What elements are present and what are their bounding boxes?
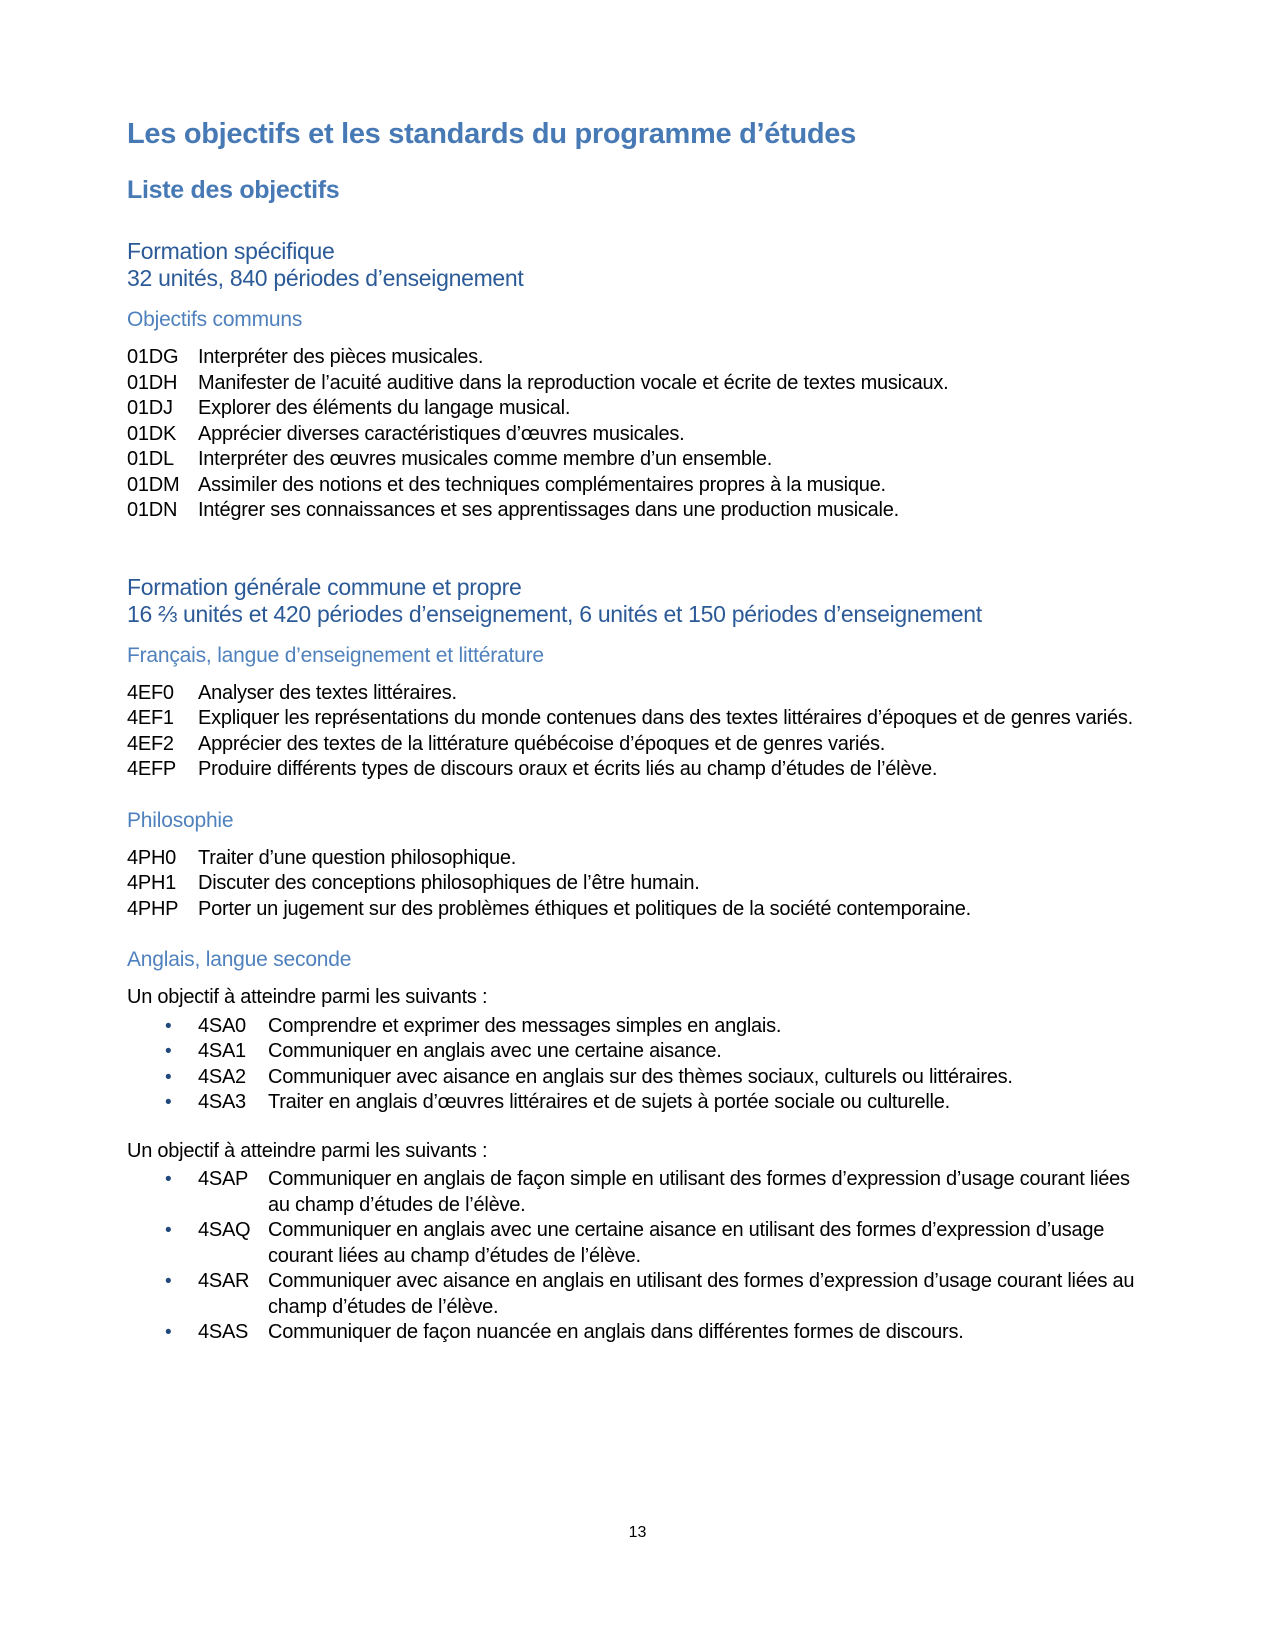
objective-text: Comprendre et exprimer des messages simples en anglais. — [268, 1014, 782, 1037]
objective-row — [127, 681, 1149, 707]
objective-code: 4SAR — [198, 1270, 250, 1292]
objective-text: Communiquer avec aisance en anglais en utilisant des formes d’expression d’usage courant liées au champ d’études de l’élève. — [268, 1270, 1135, 1318]
section-subheading: 32 unités, 840 périodes d’enseignement — [127, 265, 524, 291]
objective-text: Traiter en anglais d’œuvres littéraires et de sujets à portée sociale ou culturelle. — [268, 1091, 950, 1113]
objective-code: 4SA2 — [198, 1065, 246, 1088]
objective-code: 4EF0 — [127, 681, 174, 704]
objective-text: Manifester de l’acuité auditive dans la reproduction vocale et écrite de textes musicaux. — [198, 371, 949, 394]
objective-text: Communiquer en anglais de façon simple en utilisant des formes d’expression d’usage courant liées au champ d’études de l’élève. — [268, 1168, 1130, 1216]
objective-code: 4SA1 — [198, 1040, 246, 1062]
objective-row — [127, 706, 1149, 732]
bulleted-objective-row — [165, 1065, 1149, 1091]
choice-list-2 — [127, 1139, 1149, 1346]
objective-code: 01DN — [127, 499, 178, 521]
bullet-icon: • — [165, 1066, 172, 1088]
objective-code: 01DH — [127, 371, 178, 394]
objective-code: 4SAS — [198, 1321, 249, 1343]
objective-row — [127, 846, 1149, 872]
group-francais — [127, 644, 1149, 783]
objective-row — [127, 371, 1149, 397]
choice-list-1 — [127, 985, 1149, 1116]
group-label: Anglais, langue seconde — [127, 948, 352, 971]
objective-list — [127, 345, 1149, 524]
objective-code: 4EF1 — [127, 707, 174, 729]
objective-row — [127, 897, 1149, 923]
objective-code: 01DL — [127, 448, 174, 470]
objective-row — [127, 757, 1149, 783]
section-subheading: 16 ⅔ unités et 420 périodes d’enseignement, 6 unités et 150 périodes d’enseignement — [127, 600, 982, 627]
bullet-icon: • — [165, 1220, 172, 1241]
objective-text: Interpréter des pièces musicales. — [198, 346, 484, 368]
objective-text: Porter un jugement sur des problèmes éthiques et politiques de la société contemporaine. — [198, 897, 971, 920]
page-content — [127, 118, 1149, 1346]
objective-row — [127, 345, 1149, 371]
objective-code: 4SA3 — [198, 1091, 246, 1113]
objective-text: Produire différents types de discours oraux et écrits liés au champ d’études de l’élève. — [198, 758, 938, 780]
objective-text: Communiquer de façon nuancée en anglais dans différentes formes de discours. — [268, 1321, 964, 1343]
section-heading: Formation spécifique — [127, 238, 335, 264]
objective-code: 01DK — [127, 422, 177, 445]
group-anglais — [127, 948, 1149, 1346]
objective-text: Assimiler des notions et des techniques complémentaires propres à la musique. — [198, 473, 886, 496]
objective-code: 4SAQ — [198, 1219, 251, 1241]
bullet-icon: • — [165, 1322, 172, 1343]
group-label: Objectifs communs — [127, 308, 303, 331]
bullet-icon: • — [165, 1041, 172, 1062]
objective-code: 4PHP — [127, 897, 179, 920]
objective-text: Explorer des éléments du langage musical. — [198, 397, 571, 419]
bulleted-objective-row — [165, 1218, 1149, 1269]
objective-code: 4EFP — [127, 758, 177, 780]
objective-text: Discuter des conceptions philosophiques de l’être humain. — [198, 872, 700, 894]
objective-code: 4SAP — [198, 1168, 249, 1190]
objective-list — [127, 846, 1149, 923]
objective-row — [127, 498, 1149, 524]
objective-text: Analyser des textes littéraires. — [198, 681, 457, 704]
objective-code: 01DG — [127, 346, 179, 368]
group-label: Français, langue d’enseignement et littérature — [127, 643, 544, 667]
objective-text: Communiquer en anglais avec une certaine aisance en utilisant des formes d’expression d’usage courant liées au champ d’études de l’élève. — [268, 1219, 1105, 1267]
objective-row — [127, 871, 1149, 897]
bulleted-objective-list — [127, 1167, 1149, 1346]
objective-code: 4EF2 — [127, 732, 174, 755]
page-title: Les objectifs et les standards du programme d’études — [127, 118, 856, 150]
bulleted-objective-list — [127, 1014, 1149, 1116]
objective-text: Communiquer avec aisance en anglais sur des thèmes sociaux, culturels ou littéraires. — [268, 1065, 1013, 1088]
bulleted-objective-row — [165, 1039, 1149, 1065]
bulleted-objective-row — [165, 1167, 1149, 1218]
bulleted-objective-row — [165, 1320, 1149, 1346]
bulleted-objective-row — [165, 1269, 1149, 1320]
bullet-icon: • — [165, 1169, 172, 1190]
objective-list — [127, 681, 1149, 783]
section-formation-generale — [127, 574, 1149, 1346]
objective-code: 4PH1 — [127, 872, 177, 894]
page-number: 13 — [628, 1524, 647, 1541]
objective-code: 4PH0 — [127, 846, 177, 869]
objective-text: Intégrer ses connaissances et ses apprentissages dans une production musicale. — [198, 499, 899, 521]
objective-row — [127, 473, 1149, 499]
objective-row — [127, 396, 1149, 422]
objective-text: Expliquer les représentations du monde contenues dans des textes littéraires d’époques et de genres variés. — [198, 707, 1133, 729]
objective-text: Apprécier des textes de la littérature québécoise d’époques et de genres variés. — [198, 732, 886, 755]
objective-row — [127, 732, 1149, 758]
group-label: Philosophie — [127, 808, 234, 832]
group-objectifs-communs — [127, 308, 1149, 524]
objective-code: 01DM — [127, 473, 180, 496]
objective-text: Apprécier diverses caractéristiques d’œuvres musicales. — [198, 422, 685, 445]
bullet-icon: • — [165, 1092, 172, 1113]
objective-code: 01DJ — [127, 397, 173, 419]
choice-list-intro: Un objectif à atteindre parmi les suivants : — [127, 1139, 488, 1162]
page-subtitle: Liste des objectifs — [127, 176, 340, 204]
objective-text: Traiter d’une question philosophique. — [198, 846, 517, 869]
bullet-icon: • — [165, 1015, 172, 1037]
objective-row — [127, 422, 1149, 448]
objective-code: 4SA0 — [198, 1014, 246, 1037]
objective-text: Communiquer en anglais avec une certaine aisance. — [268, 1040, 722, 1062]
group-philosophie — [127, 809, 1149, 923]
objective-text: Interpréter des œuvres musicales comme membre d’un ensemble. — [198, 448, 773, 470]
objective-row — [127, 447, 1149, 473]
choice-list-intro: Un objectif à atteindre parmi les suivants : — [127, 986, 488, 1008]
bullet-icon: • — [165, 1271, 172, 1292]
section-formation-specifique — [127, 238, 1149, 524]
section-heading: Formation générale commune et propre — [127, 573, 522, 600]
bulleted-objective-row — [165, 1090, 1149, 1116]
bulleted-objective-row — [165, 1014, 1149, 1040]
